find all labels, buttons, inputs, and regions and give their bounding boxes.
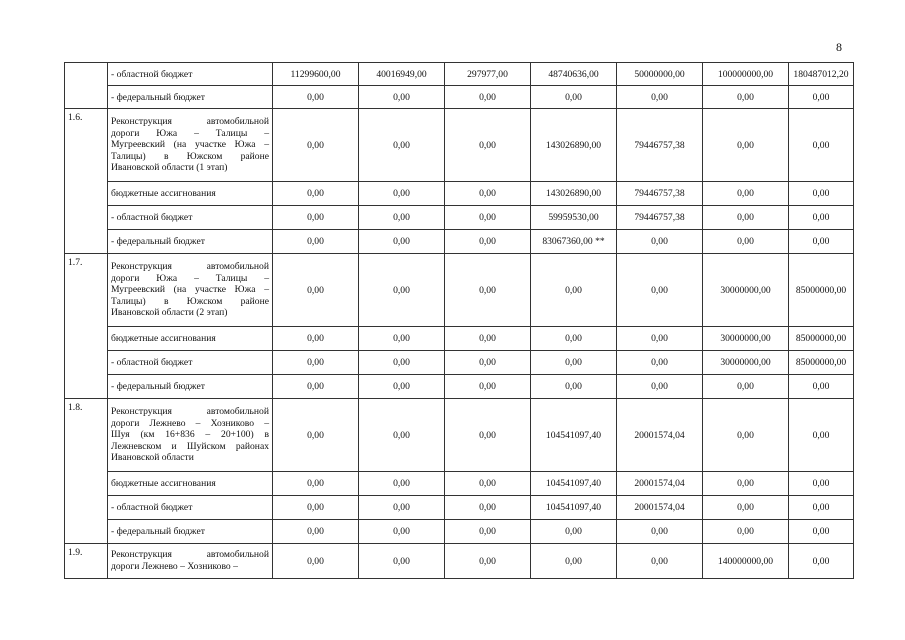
value-cell: 11299600,00	[273, 63, 359, 86]
value-cell: 0,00	[359, 520, 445, 544]
table-row	[65, 230, 854, 254]
value-cell: 0,00	[445, 375, 531, 399]
value-cell: 0,00	[359, 351, 445, 375]
value-cell: 100000000,00	[703, 63, 789, 86]
value-cell: 0,00	[273, 496, 359, 520]
value-cell: 140000000,00	[703, 544, 789, 579]
value-cell: 0,00	[703, 230, 789, 254]
value-cell: 0,00	[273, 86, 359, 109]
value-cell: 0,00	[617, 86, 703, 109]
table-row	[65, 86, 854, 109]
row-name: Реконструкция автомобильной дороги Южа – Талицы – Мугреевский (на участке Южа – Талицы) в Южском районе Ивановской области (1 этап)	[108, 109, 273, 182]
value-cell: 0,00	[273, 230, 359, 254]
value-cell: 0,00	[703, 472, 789, 496]
value-cell: 0,00	[359, 109, 445, 182]
table-row	[65, 182, 854, 206]
value-cell: 0,00	[273, 399, 359, 472]
value-cell: 0,00	[789, 544, 854, 579]
value-cell: 0,00	[789, 399, 854, 472]
value-cell: 0,00	[445, 230, 531, 254]
value-cell: 0,00	[445, 327, 531, 351]
value-cell: 0,00	[703, 206, 789, 230]
value-cell: 0,00	[273, 254, 359, 327]
value-cell: 180487012,20	[789, 63, 854, 86]
budget-table	[64, 62, 854, 579]
value-cell: 0,00	[703, 520, 789, 544]
value-cell: 0,00	[445, 86, 531, 109]
value-cell: 0,00	[445, 544, 531, 579]
value-cell: 0,00	[273, 520, 359, 544]
value-cell: 0,00	[617, 254, 703, 327]
value-cell: 0,00	[789, 520, 854, 544]
value-cell: 0,00	[359, 327, 445, 351]
row-name: Реконструкция автомобильной дороги Лежнево – Хозниково –	[108, 544, 273, 579]
value-cell: 143026890,00	[531, 182, 617, 206]
row-name: - федеральный бюджет	[108, 375, 273, 399]
value-cell: 85000000,00	[789, 254, 854, 327]
value-cell: 79446757,38	[617, 109, 703, 182]
value-cell: 85000000,00	[789, 351, 854, 375]
value-cell: 59959530,00	[531, 206, 617, 230]
table-row	[65, 375, 854, 399]
value-cell: 0,00	[445, 496, 531, 520]
page-number: 8	[836, 40, 842, 54]
value-cell: 0,00	[531, 327, 617, 351]
value-cell: 0,00	[359, 206, 445, 230]
value-cell: 30000000,00	[703, 327, 789, 351]
value-cell: 0,00	[617, 520, 703, 544]
value-cell: 0,00	[617, 351, 703, 375]
value-cell: 0,00	[445, 351, 531, 375]
item-number: 1.6.	[65, 109, 108, 254]
row-name: бюджетные ассигнования	[108, 327, 273, 351]
value-cell: 0,00	[703, 399, 789, 472]
value-cell: 30000000,00	[703, 351, 789, 375]
value-cell: 0,00	[359, 86, 445, 109]
row-name: - федеральный бюджет	[108, 86, 273, 109]
row-name: - областной бюджет	[108, 351, 273, 375]
value-cell: 0,00	[789, 109, 854, 182]
table-row	[65, 520, 854, 544]
value-cell: 0,00	[445, 254, 531, 327]
value-cell: 79446757,38	[617, 206, 703, 230]
value-cell: 0,00	[273, 109, 359, 182]
row-name: - федеральный бюджет	[108, 230, 273, 254]
value-cell: 30000000,00	[703, 254, 789, 327]
row-name: Реконструкция автомобильной дороги Южа – Талицы – Мугреевский (на участке Южа – Талицы) в Южском районе Ивановской области (2 этап)	[108, 254, 273, 327]
value-cell: 0,00	[617, 544, 703, 579]
value-cell: 0,00	[703, 86, 789, 109]
value-cell: 0,00	[531, 254, 617, 327]
value-cell: 143026890,00	[531, 109, 617, 182]
table-row	[65, 206, 854, 230]
value-cell: 104541097,40	[531, 472, 617, 496]
value-cell: 79446757,38	[617, 182, 703, 206]
table-row	[65, 327, 854, 351]
row-name: Реконструкция автомобильной дороги Лежнево – Хозниково – Шуя (км 16+836 – 20+100) в Лежневском и Шуйском районах Ивановской области	[108, 399, 273, 472]
item-number: 1.8.	[65, 399, 108, 544]
value-cell: 0,00	[359, 182, 445, 206]
value-cell: 0,00	[445, 520, 531, 544]
value-cell: 0,00	[531, 544, 617, 579]
value-cell: 0,00	[273, 327, 359, 351]
value-cell: 0,00	[359, 496, 445, 520]
table-row	[65, 109, 854, 182]
value-cell: 297977,00	[445, 63, 531, 86]
table-row	[65, 63, 854, 86]
row-name: - областной бюджет	[108, 206, 273, 230]
value-cell: 0,00	[617, 375, 703, 399]
table-row	[65, 544, 854, 579]
value-cell: 0,00	[273, 472, 359, 496]
row-name: бюджетные ассигнования	[108, 472, 273, 496]
value-cell: 0,00	[703, 496, 789, 520]
value-cell: 0,00	[531, 351, 617, 375]
value-cell: 0,00	[789, 496, 854, 520]
value-cell: 0,00	[359, 399, 445, 472]
value-cell: 48740636,00	[531, 63, 617, 86]
value-cell: 0,00	[273, 375, 359, 399]
value-cell: 0,00	[273, 544, 359, 579]
value-cell: 20001574,04	[617, 472, 703, 496]
value-cell: 0,00	[703, 109, 789, 182]
value-cell: 0,00	[445, 206, 531, 230]
value-cell: 50000000,00	[617, 63, 703, 86]
item-number: 1.9.	[65, 544, 108, 579]
table-row	[65, 472, 854, 496]
table-row	[65, 254, 854, 327]
table-row	[65, 496, 854, 520]
item-number	[65, 63, 108, 109]
value-cell: 0,00	[789, 206, 854, 230]
value-cell: 20001574,04	[617, 399, 703, 472]
value-cell: 0,00	[273, 182, 359, 206]
value-cell: 20001574,04	[617, 496, 703, 520]
value-cell: 0,00	[445, 109, 531, 182]
value-cell: 0,00	[789, 182, 854, 206]
value-cell: 104541097,40	[531, 399, 617, 472]
value-cell: 40016949,00	[359, 63, 445, 86]
value-cell: 83067360,00 **	[531, 230, 617, 254]
row-name: - областной бюджет	[108, 63, 273, 86]
row-name: - федеральный бюджет	[108, 520, 273, 544]
value-cell: 0,00	[531, 375, 617, 399]
value-cell: 0,00	[273, 206, 359, 230]
value-cell: 0,00	[789, 472, 854, 496]
value-cell: 0,00	[445, 472, 531, 496]
row-name: - областной бюджет	[108, 496, 273, 520]
value-cell: 0,00	[789, 86, 854, 109]
item-number: 1.7.	[65, 254, 108, 399]
value-cell: 0,00	[531, 86, 617, 109]
value-cell: 0,00	[359, 230, 445, 254]
value-cell: 0,00	[617, 327, 703, 351]
value-cell: 0,00	[445, 399, 531, 472]
value-cell: 0,00	[789, 230, 854, 254]
row-name: бюджетные ассигнования	[108, 182, 273, 206]
value-cell: 0,00	[617, 230, 703, 254]
value-cell: 0,00	[445, 182, 531, 206]
value-cell: 0,00	[531, 520, 617, 544]
table-row	[65, 399, 854, 472]
value-cell: 0,00	[703, 375, 789, 399]
value-cell: 0,00	[703, 182, 789, 206]
table-row	[65, 351, 854, 375]
value-cell: 0,00	[359, 375, 445, 399]
value-cell: 0,00	[359, 544, 445, 579]
value-cell: 0,00	[273, 351, 359, 375]
value-cell: 0,00	[359, 472, 445, 496]
value-cell: 85000000,00	[789, 327, 854, 351]
value-cell: 104541097,40	[531, 496, 617, 520]
value-cell: 0,00	[789, 375, 854, 399]
value-cell: 0,00	[359, 254, 445, 327]
